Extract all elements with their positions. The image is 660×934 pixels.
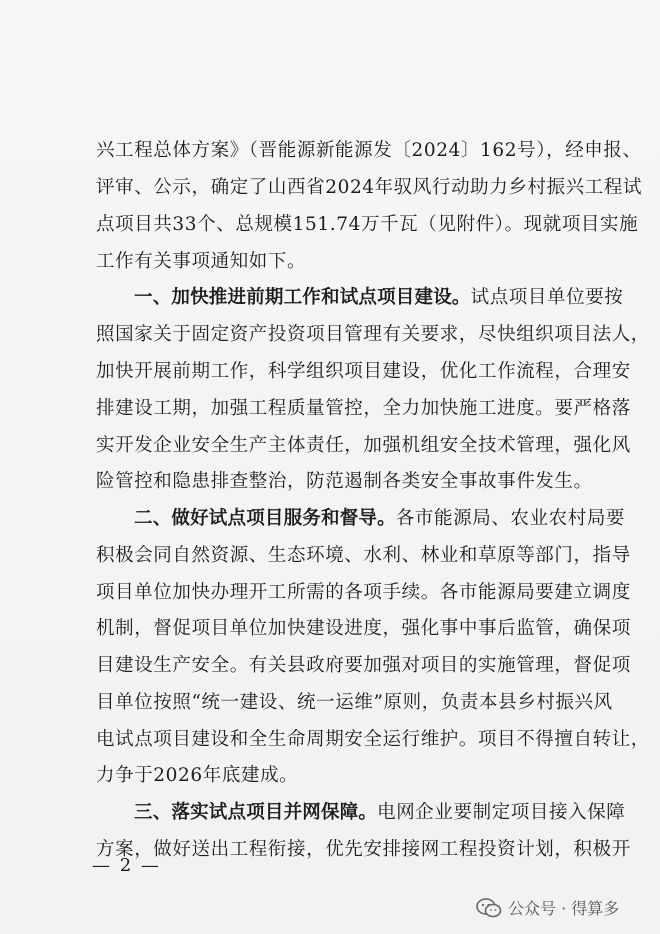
text-line: 险管控和隐患排查整治，防范遏制各类安全事故事件发生。 <box>96 471 593 492</box>
text-line: 电试点项目建设和全生命周期安全运行维护。项目不得擅自转让， <box>96 729 650 750</box>
text-line: 试点项目单位要按 <box>470 287 624 308</box>
text-line: 积极会同自然资源、生态环境、水利、林业和草原等部门，指导 <box>96 545 631 566</box>
watermark-text: 公众号 · 得算多 <box>508 899 620 918</box>
wechat-icon <box>476 898 502 918</box>
text-line: 排建设工期，加强工程质量管控，全力加快施工进度。要严格落 <box>96 398 631 419</box>
page-number: — 2 — <box>92 855 161 876</box>
text-line: 目建设生产安全。有关县政府要加强对项目的实施管理，督促项 <box>96 655 631 676</box>
text-line: 方案，做好送出工程衔接，优先安排接网工程投资计划，积极开 <box>96 839 631 860</box>
text-line: 力争于2026年底建成。 <box>96 765 299 786</box>
text-line: 加快开展前期工作，科学组织项目建设，优化工作流程，合理安 <box>96 361 631 382</box>
section-heading: 二、做好试点项目服务和督导。 <box>134 508 396 529</box>
section-2-first-line <box>134 509 625 529</box>
text-line: 照国家关于固定资产投资项目管理有关要求，尽快组织项目法人， <box>96 324 650 345</box>
text-line: 电网企业要制定项目接入保障 <box>377 802 626 823</box>
text-line: 兴工程总体方案》（晋能源新能源发〔2024〕162号），经申报、 <box>96 140 642 161</box>
text-line: 实开发企业安全生产主体责任，加强机组安全技术管理，强化风 <box>96 435 631 456</box>
text-line: 工作有关事项通知如下。 <box>96 251 307 272</box>
text-line: 项目单位加快办理开工所需的各项手续。各市能源局要建立调度 <box>96 582 631 603</box>
section-heading: 一、加快推进前期工作和试点项目建设。 <box>134 287 471 308</box>
text-line: 机制，督促项目单位加快建设进度，强化事中事后监管，确保项 <box>96 618 631 639</box>
text-line: 各市能源局、农业农村局要 <box>395 508 626 529</box>
text-line: 评审、公示，确定了山西省2024年驭风行动助力乡村振兴工程试 <box>96 177 643 198</box>
section-1-first-line <box>134 288 623 308</box>
watermark <box>476 896 619 919</box>
text-line: 点项目共33个、总规模151.74万千瓦（见附件）。现就项目实施 <box>96 214 639 235</box>
section-3-first-line <box>134 803 625 823</box>
text-line: 目单位按照“统一建设、统一运维”原则，负责本县乡村振兴风 <box>96 692 613 713</box>
section-heading: 三、落实试点项目并网保障。 <box>134 802 378 823</box>
